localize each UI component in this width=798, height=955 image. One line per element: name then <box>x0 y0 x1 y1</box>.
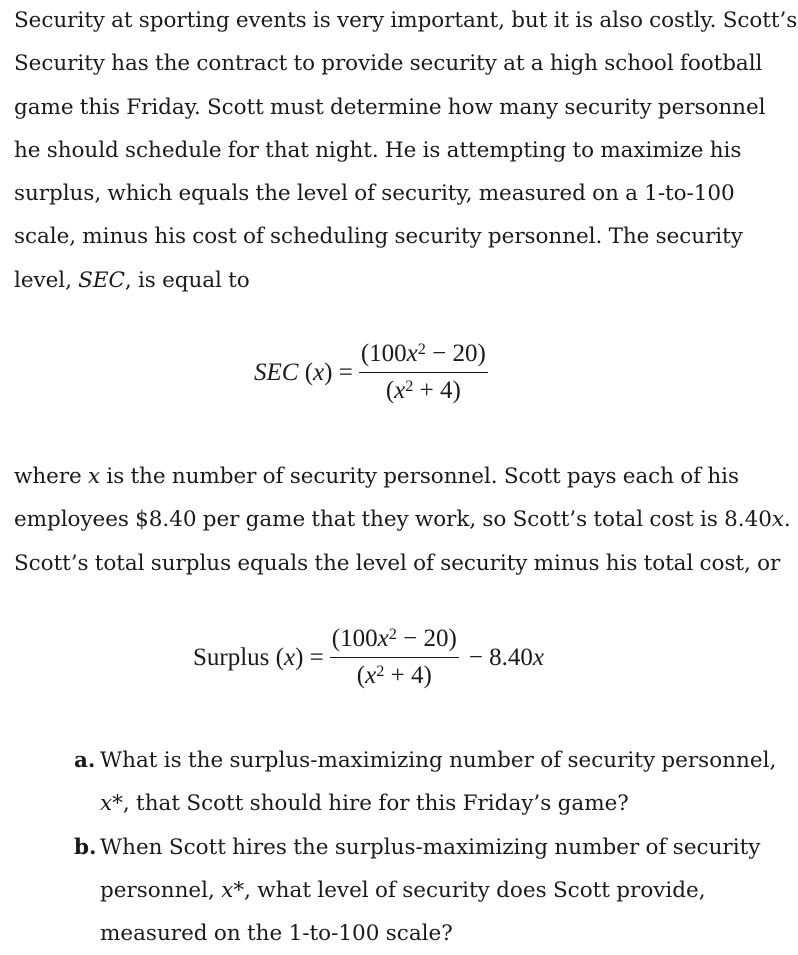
question-b-text-a: When Scott hires the surplus-maximizing number of security personnel, <box>100 834 761 903</box>
var-x: x <box>88 464 101 489</box>
cost-text-a: where <box>14 464 89 489</box>
surplus-cost-term: − 8.40x <box>468 643 544 671</box>
question-list <box>74 739 794 955</box>
question-a-var: x* <box>100 791 123 817</box>
surplus-equation <box>193 625 544 690</box>
surplus-equation-lhs: Surplus (x) = <box>193 643 324 671</box>
question-b-var: x* <box>221 877 245 903</box>
sec-italic: SEC <box>78 267 125 293</box>
question-a <box>74 739 794 826</box>
question-b-letter: b. <box>74 834 97 860</box>
intro-paragraph <box>14 0 798 302</box>
var-x-2: x <box>771 507 784 533</box>
sec-denominator: $(x^2 + 4)$ <box>385 376 461 404</box>
surplus-denominator: $(x^2 + 4)$ <box>356 661 432 689</box>
sec-numerator: $(100x^2 - 20)$ <box>359 340 488 373</box>
question-a-text-a: What is the surplus-maximizing number of security personnel, <box>100 748 777 773</box>
sec-function-name: SEC <box>254 358 299 386</box>
question-a-text-b: , that Scott should hire for this Friday’s game? <box>122 791 629 817</box>
sec-fraction <box>359 340 488 405</box>
surplus-fraction <box>330 625 459 690</box>
intro-text-b: , is equal to <box>124 267 250 293</box>
surplus-arg: x <box>283 643 296 671</box>
surplus-function-name: Surplus <box>193 643 270 671</box>
question-b-text-b: , what level of security does Scott provide, measured on the 1-to-100 scale? <box>100 877 706 947</box>
intro-text-a: Security at sporting events is very important, but it is also costly. Scott’s Security has the contract to provide security at a high school football game this Friday. Scott must determine how many security personnel he should schedule for that night. He is attempting to maximize his surplus, which equals the level of security, measured on a 1-to-100 scale, minus his cost of scheduling security personnel. The security level, <box>14 8 798 293</box>
cost-text-c: . Scott’s total surplus equals the level of security minus his total cost, or <box>14 507 791 576</box>
sec-equation-lhs: SEC (x) = <box>254 358 353 386</box>
question-a-letter: a. <box>74 748 96 773</box>
cost-text-b: is the number of security personnel. Scott pays each of his employees $8.40 per game that they work, so Scott’s total cost is 8.40 <box>14 464 772 533</box>
surplus-numerator: $(100x^2 - 20)$ <box>330 625 459 658</box>
question-b <box>74 826 794 955</box>
sec-equation <box>254 340 494 405</box>
sec-arg: x <box>313 358 325 386</box>
cost-paragraph <box>14 455 798 585</box>
